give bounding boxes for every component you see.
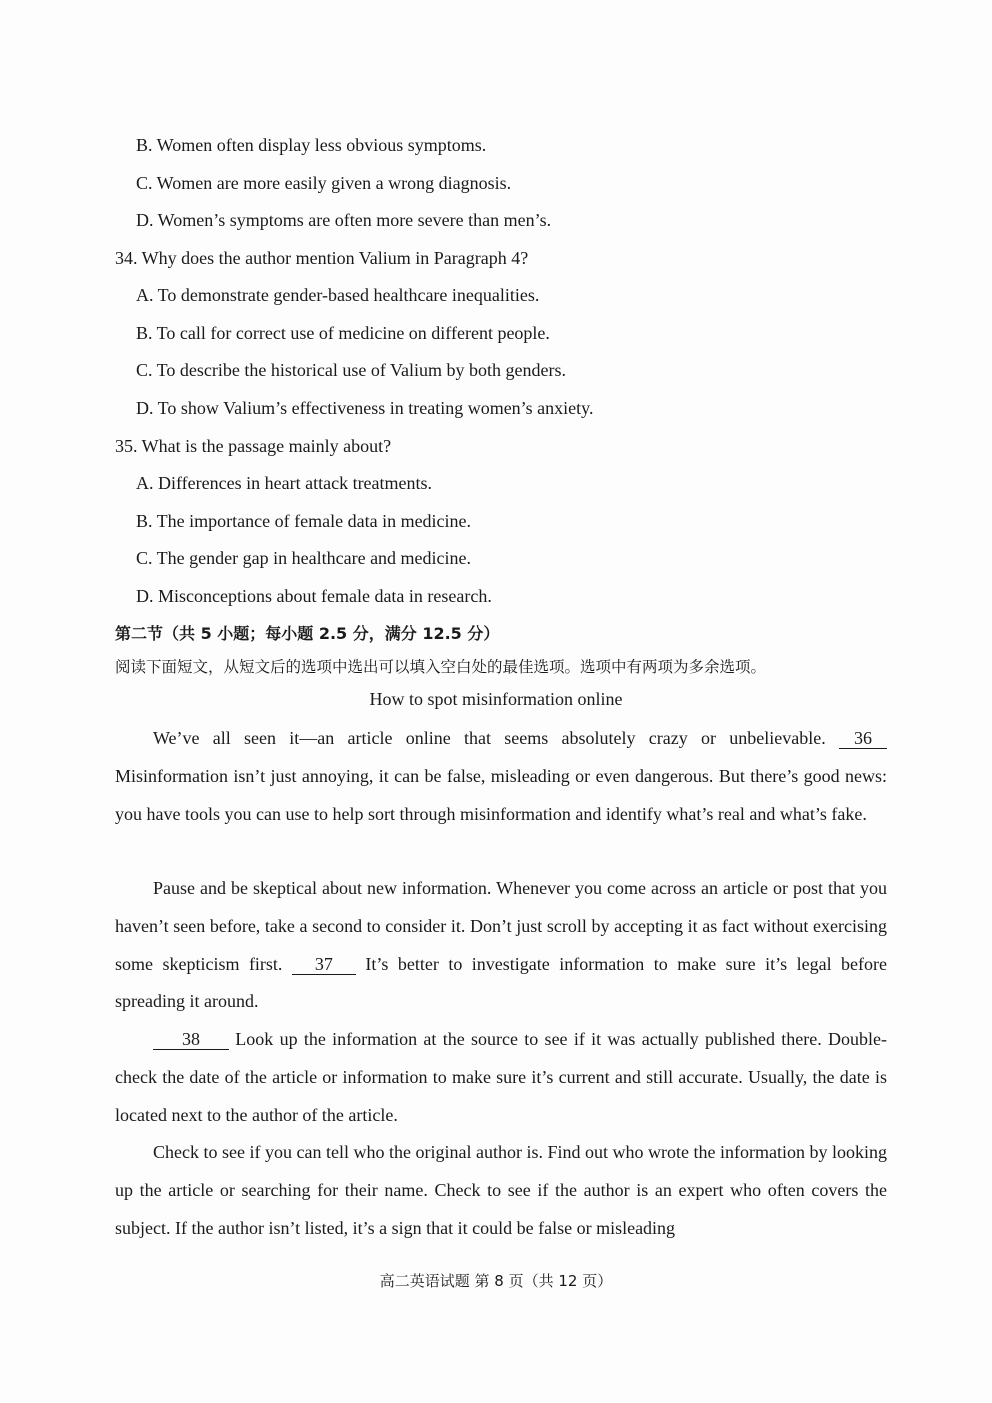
- q33-option-d: D. Women’s symptoms are often more severe than men’s.: [136, 210, 552, 230]
- paragraph-1: [115, 720, 887, 833]
- q34-stem: 34. Why does the author mention Valium in Paragraph 4?: [115, 248, 529, 268]
- paragraph-2-text: Pause and be skeptical about new information. Whenever you come across an article or post that you haven’t seen before, take a second to consider it. Don’t just scroll by accepting it as fact without exercising some skepticism first.: [115, 878, 887, 974]
- blank-36: 36: [839, 728, 887, 749]
- q33-option-b: B. Women often display less obvious symptoms.: [136, 135, 487, 155]
- page-footer: 高二英语试题 第 8 页（共 12 页）: [379, 1272, 613, 1290]
- q33-option-c: C. Women are more easily given a wrong diagnosis.: [136, 173, 512, 193]
- q35-option-b: B. The importance of female data in medicine.: [136, 511, 472, 531]
- paragraph-2-rest: It’s better to investigate information to make sure it’s legal before spreading it around.: [115, 953, 888, 1012]
- paragraph-1-rest: Misinformation isn’t just annoying, it can be false, misleading or even dangerous. But there’s good news: you have tools you can use to help sort through misinformation and identify what’s real and what’s fake.: [115, 765, 887, 824]
- paragraph-4-text: Check to see if you can tell who the original author is. Find out who wrote the information by looking up the article or searching for their name. Check to see if the author is an expert who often covers the subject. If the author isn’t listed, it’s a sign that it could be false or misleading: [115, 1142, 887, 1238]
- section-instruction: 阅读下面短文，从短文后的选项中选出可以填入空白处的最佳选项。选项中有两项为多余选项。: [115, 658, 767, 676]
- paragraph-3: [115, 1021, 887, 1134]
- blank-38: 38: [153, 1029, 229, 1050]
- q35-option-d: D. Misconceptions about female data in research.: [136, 586, 492, 606]
- paragraph-3-rest: Look up the information at the source to see if it was actually published there. Double-check the date of the article or information to make sure it’s current and still accurate. Usually, the date is located next to the author of the article.: [115, 1029, 887, 1125]
- passage-title: How to spot misinformation online: [369, 689, 623, 709]
- q34-option-b: B. To call for correct use of medicine on different people.: [136, 323, 550, 343]
- q34-option-d: D. To show Valium’s effectiveness in treating women’s anxiety.: [136, 398, 594, 418]
- q35-option-c: C. The gender gap in healthcare and medicine.: [136, 548, 472, 568]
- q35-option-a: A. Differences in heart attack treatments.: [136, 473, 433, 493]
- blank-37: 37: [292, 954, 356, 975]
- paragraph-1-text: We’ve all seen it—an article online that seems absolutely crazy or unbelievable.: [153, 728, 826, 748]
- q35-stem: 35. What is the passage mainly about?: [115, 436, 392, 456]
- paragraph-2: [115, 870, 887, 1021]
- section-heading: 第二节（共 5 小题；每小题 2.5 分，满分 12.5 分）: [115, 624, 500, 643]
- paragraph-4: [115, 1134, 887, 1247]
- q34-option-c: C. To describe the historical use of Valium by both genders.: [136, 360, 566, 380]
- q34-option-a: A. To demonstrate gender-based healthcare inequalities.: [136, 285, 540, 305]
